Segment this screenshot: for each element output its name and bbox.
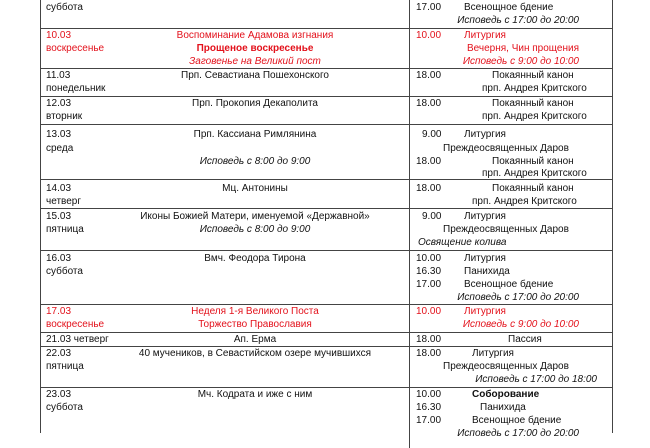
date-label: 21.03 четверг <box>46 334 109 345</box>
day-label: вторник <box>46 111 83 122</box>
table-row <box>40 180 613 209</box>
table-row <box>40 209 613 251</box>
service-name: прп. Андрея Критского <box>482 111 587 122</box>
service-name: Покаянный канон <box>492 70 574 81</box>
table-row <box>40 333 613 347</box>
service-time: 17.00 <box>416 279 442 290</box>
feast-title: Неделя 1-я Великого Поста <box>191 306 319 317</box>
table-row <box>40 305 613 333</box>
feast-subtitle: Прощеное воскресенье <box>196 43 314 54</box>
table-row <box>40 388 613 448</box>
confession-note: Исповедь с 9:00 до 10:00 <box>462 319 579 330</box>
service-time: 9.00 <box>422 129 442 140</box>
column-divider <box>409 333 410 346</box>
day-label: суббота <box>46 402 83 413</box>
table-row <box>40 0 613 29</box>
day-label: четверг <box>46 196 81 207</box>
date-label: 15.03 <box>46 211 72 222</box>
service-time: 10.00 <box>416 389 442 400</box>
confession-note: Исповедь с 8:00 до 9:00 <box>199 156 311 167</box>
service-name: прп. Андрея Критского <box>482 83 587 94</box>
service-time: 10.00 <box>416 30 442 41</box>
service-name: Панихида <box>464 266 510 277</box>
service-name: Пассия <box>508 334 542 345</box>
feast-title: Вмч. Феодора Тирона <box>204 253 306 264</box>
table-row <box>40 97 613 125</box>
service-time: 9.00 <box>422 211 442 222</box>
date-label: 22.03 <box>46 348 72 359</box>
confession-note: Исповедь с 8:00 до 9:00 <box>199 224 311 235</box>
day-label: воскресенье <box>46 43 105 54</box>
service-name: Литургия <box>464 306 506 317</box>
date-label: 12.03 <box>46 98 72 109</box>
column-divider <box>409 305 410 332</box>
table-row <box>40 347 613 388</box>
day-label: понедельник <box>46 83 106 94</box>
column-divider <box>409 347 410 387</box>
service-name: Преждеосвященных Даров <box>443 224 569 235</box>
feast-title: 40 мучеников, в Севастийском озере мучившихся <box>138 348 372 359</box>
table-row <box>40 29 613 69</box>
service-name: Литургия <box>464 253 506 264</box>
service-time: 18.00 <box>416 156 442 167</box>
date-label: 17.03 <box>46 306 72 317</box>
service-time: 17.00 <box>416 2 442 13</box>
feast-title: Мц. Антонины <box>222 183 288 194</box>
service-time: 18.00 <box>416 348 442 359</box>
table-row <box>40 69 613 97</box>
service-name: Литургия <box>472 348 514 359</box>
column-divider <box>409 29 410 68</box>
service-time: 10.00 <box>416 253 442 264</box>
service-name: Панихида <box>480 402 526 413</box>
day-label: воскресенье <box>46 319 105 330</box>
column-divider <box>409 388 410 448</box>
date-label: 13.03 <box>46 129 72 140</box>
day-label: пятница <box>46 224 84 235</box>
service-time: 10.00 <box>416 306 442 317</box>
day-label: среда <box>46 143 74 154</box>
service-time: 18.00 <box>416 183 442 194</box>
service-name: Всенощное бдение <box>472 415 562 426</box>
service-note: Освящение колива <box>418 237 507 248</box>
column-divider <box>409 180 410 208</box>
service-name: Преждеосвященных Даров <box>443 143 569 154</box>
table-row <box>40 251 613 305</box>
date-label: 16.03 <box>46 253 72 264</box>
date-label: 11.03 <box>46 70 71 81</box>
date-label: 23.03 <box>46 389 72 400</box>
confession-note: Исповедь с 9:00 до 10:00 <box>462 56 579 67</box>
service-name: Всенощное бдение <box>464 2 554 13</box>
confession-note: Исповедь с 17:00 до 20:00 <box>457 15 579 26</box>
service-name: Литургия <box>464 30 506 41</box>
confession-note: Исповедь с 17:00 до 18:00 <box>475 374 597 385</box>
feast-title: Иконы Божией Матери, именуемой «Державной» <box>140 211 370 222</box>
service-name: прп. Андрея Критского <box>482 168 587 179</box>
feast-title: Ап. Ерма <box>233 334 277 345</box>
service-name: прп. Андрея Критского <box>472 196 577 207</box>
table-row <box>40 125 613 180</box>
confession-note: Исповедь с 17:00 до 20:00 <box>457 428 579 439</box>
date-label: 14.03 <box>46 183 72 194</box>
service-time: 18.00 <box>416 98 442 109</box>
feast-title: Прп. Кассиана Римлянина <box>193 129 317 140</box>
feast-subtitle: Торжество Православия <box>198 319 312 330</box>
column-divider <box>409 0 410 28</box>
service-name: Покаянный канон <box>492 156 574 167</box>
column-divider <box>409 251 410 304</box>
feast-title: Воспоминание Адамова изгнания <box>176 30 334 41</box>
service-name: Покаянный канон <box>492 183 574 194</box>
day-label: суббота <box>46 2 83 13</box>
column-divider <box>409 97 410 124</box>
feast-title: Прп. Прокопия Декаполита <box>192 98 318 109</box>
service-name: Соборование <box>472 389 540 400</box>
service-time: 16.30 <box>416 402 442 413</box>
feast-title: Прп. Севастиана Пошехонского <box>181 70 329 81</box>
service-name: Литургия <box>464 211 506 222</box>
feast-note: Заговенье на Великий пост <box>189 56 321 67</box>
service-time: 16.30 <box>416 266 442 277</box>
service-time: 18.00 <box>416 70 442 81</box>
date-label: 10.03 <box>46 30 72 41</box>
confession-note: Исповедь с 17:00 до 20:00 <box>457 292 579 303</box>
service-name: Вечерня, Чин прощения <box>466 43 579 54</box>
service-name: Покаянный канон <box>492 98 574 109</box>
column-divider <box>409 125 410 179</box>
column-divider <box>409 209 410 250</box>
service-name: Преждеосвященных Даров <box>443 361 569 372</box>
service-name: Всенощное бдение <box>464 279 554 290</box>
service-name: Литургия <box>464 129 506 140</box>
feast-title: Мч. Кодрата и иже с ним <box>197 389 313 400</box>
day-label: суббота <box>46 266 83 277</box>
service-time: 17.00 <box>416 415 442 426</box>
service-time: 18.00 <box>416 334 442 345</box>
column-divider <box>409 69 410 96</box>
day-label: пятница <box>46 361 84 372</box>
